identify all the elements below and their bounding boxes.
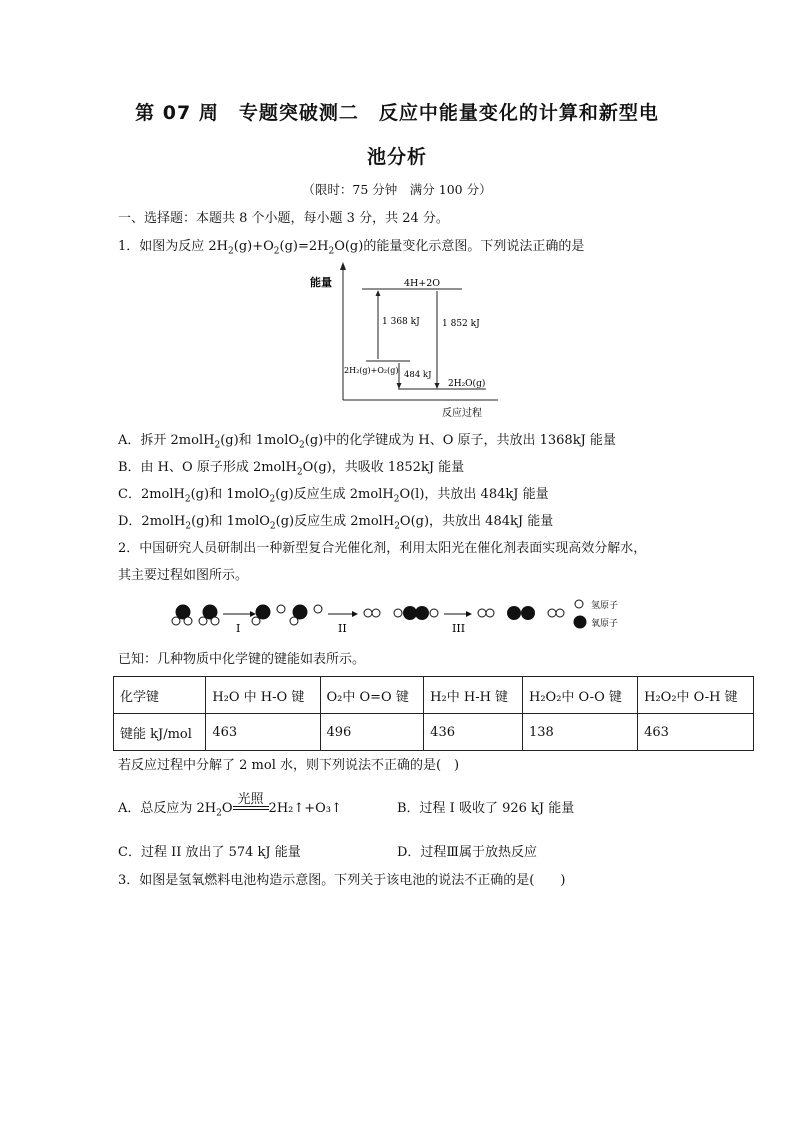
table-cell: H₂O 中 H-O 键 (206, 677, 320, 714)
legend-o-icon (574, 616, 587, 629)
table-cell: O₂中 O=O 键 (320, 677, 424, 714)
energy-axis-y-arrow (340, 262, 346, 270)
table-cell: 463 (206, 714, 320, 751)
q2-option-b[interactable]: B．过程 I 吸收了 926 kJ 能量 (397, 801, 575, 816)
time-limit-note: （限时：75 分钟 满分 100 分） (302, 182, 492, 197)
q3-stem: 3．如图是氢氧燃料电池构造示意图。下列关于该电池的说法不正确的是( ) (118, 873, 566, 888)
step-2-label: II (338, 622, 347, 635)
energy-x-label: 反应过程 (442, 408, 482, 419)
table-cell: H₂O₂中 O-H 键 (638, 677, 754, 714)
q2-known: 已知：几种物质中化学键的键能如表所示。 (118, 652, 366, 667)
bond-energy-table (113, 676, 754, 751)
energy-1368-label: 1 368 kJ (382, 317, 420, 327)
table-cell: H₂O₂中 O-O 键 (523, 677, 638, 714)
q2-stem-line2: 其主要过程如图所示。 (118, 568, 249, 583)
q2-option-c[interactable]: C．过程 II 放出了 574 kJ 能量 (118, 845, 301, 860)
table-row (114, 714, 754, 751)
section-heading: 一、选择题：本题共 8 个小题，每小题 3 分，共 24 分。 (118, 211, 449, 226)
table-cell: H₂中 H-H 键 (424, 677, 523, 714)
table-cell: 化学键 (114, 677, 206, 714)
energy-diagram (300, 262, 500, 422)
reaction-condition: 光照 (233, 802, 269, 816)
table-header-row (114, 677, 754, 714)
energy-1852-label: 1 852 kJ (442, 319, 480, 329)
level-atoms-label: 4H+2O (403, 278, 441, 289)
q1-option-c[interactable]: C．2molH$_2$(g)和 1molO$_2$(g)反应生成 2molH$_2$O(l)，共放出 484kJ 能量 (118, 487, 549, 505)
table-cell: 496 (320, 714, 424, 751)
page-title-line1: 第 07 周 专题突破测二 反应中能量变化的计算和新型电 (135, 102, 659, 124)
process-diagram (168, 598, 638, 638)
table-cell: 键能 kJ/mol (114, 714, 206, 751)
level-reactants-label: 2H₂(g)+O₂(g) (344, 366, 399, 375)
step-3-label: III (452, 622, 466, 635)
q1-stem: 1．如图为反应 $2H_2(g)+O_2(g)=2H_2O(g)$的能量变化示意图。下列说法正确的是 (118, 239, 585, 257)
table-cell: 436 (424, 714, 523, 751)
q1-option-d[interactable]: D．2molH$_2$(g)和 1molO$_2$(g)反应生成 2molH$_2$O(g)，共放出 484kJ 能量 (118, 514, 554, 532)
energy-484-label: 484 kJ (404, 370, 432, 380)
table-cell: 463 (638, 714, 754, 751)
q1-option-b[interactable]: B．由 H、O 原子形成 2molH$_2$O(g)，共吸收 1852kJ 能量 (118, 460, 465, 478)
energy-y-label: 能量 (310, 276, 332, 289)
step-1-label: I (236, 622, 241, 635)
legend-h-label: 氢原子 (591, 601, 619, 611)
page-title-line2: 池分析 (366, 146, 427, 168)
q2-option-d[interactable]: D．过程Ⅲ属于放热反应 (397, 845, 537, 860)
q1-option-a[interactable]: A．拆开 2molH$_2$(g)和 1molO$_2$(g)中的化学键成为 H、O 原子，共放出 1368kJ 能量 (118, 433, 616, 451)
legend-o-label: 氧原子 (591, 619, 619, 629)
q2-condition: 若反应过程中分解了 2 mol 水，则下列说法不正确的是( ) (118, 758, 460, 773)
table-cell: 138 (523, 714, 638, 751)
q2-option-a[interactable]: A．总反应为 $2H_2O$ 光照 2H₂↑+O₃↑ (118, 791, 342, 819)
legend-h-icon (575, 600, 583, 608)
level-products-label: 2H₂O(g) (448, 379, 486, 389)
q2-stem-line1: 2．中国研究人员研制出一种新型复合光催化剂，利用太阳光在催化剂表面实现高效分解水， (118, 541, 647, 556)
